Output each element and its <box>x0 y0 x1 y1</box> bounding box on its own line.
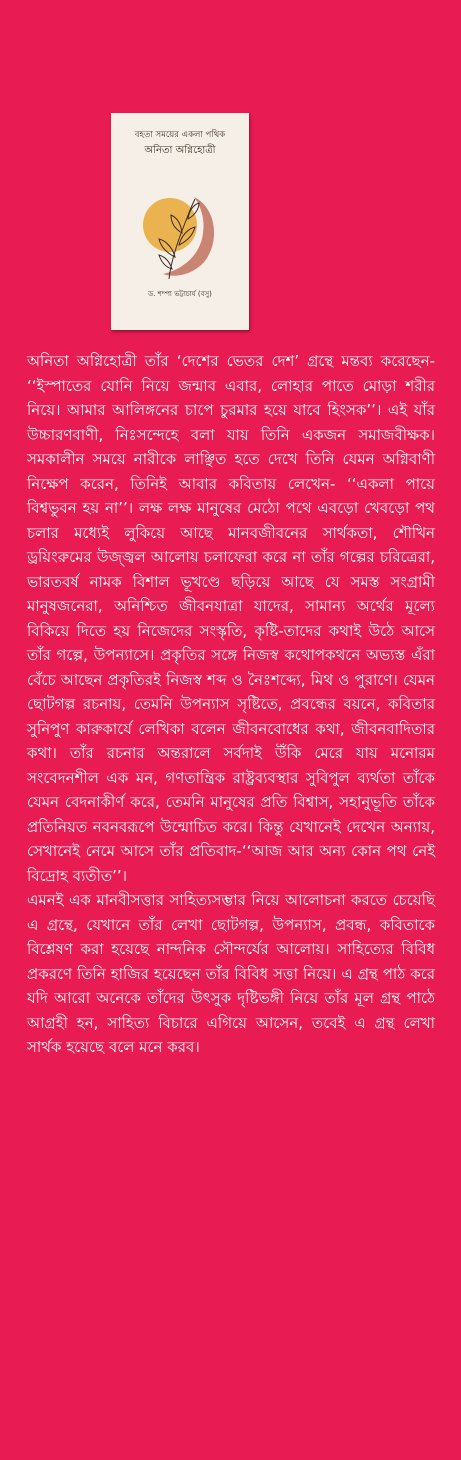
blurb-text <box>27 349 435 1060</box>
sun-circle-icon <box>143 198 197 252</box>
cover-writer-name: ড. শম্পা ভট্টাচার্য (বসু) <box>148 290 212 298</box>
blurb-paragraph-1: অনিতা অগ্নিহোত্রী তাঁর ‘দেশের ভেতর দেশ’ গ্রন্থে মন্তব্য করেছেন- ‘‘ইস্পাতের যোনি নিয়ে জন্মাব এবার, লোহার পাতে মোড়া শরীর নিয়ে। আমার আলিঙ্গনের চাপে চুরমার হয়ে যাবে হিংসক’’। এই যাঁর উচ্চারণবাণী, নিঃসন্দেহে বলা যায় তিনি একজন সমাজবীক্ষক। সমকালীন সময়ে নারীকে লাঞ্ছিত হতে দেখে তিনি যেমন অগ্নিবাণী নিক্ষেপ করেন, তিনিই আবার কবিতায় লেখেন- ‘‘একলা পায়ে বিশ্বভুবন হয় না’’। লক্ষ লক্ষ মানুষের মেঠো পথে এবড়ো খেবড়ো পথ চলার মধ্যেই লুকিয়ে আছে মানবজীবনের সার্থকতা, শৌখিন ড্রয়িংরুমের উজ্জ্বল আলোয় চলাফেরা করে না তাঁর গল্পের চরিত্রেরা, ভারতবর্ষ নামক বিশাল ভূখণ্ডে ছড়িয়ে আছে যে সমস্ত সংগ্রামী মানুষজনেরা, অনিশ্চিত জীবনযাত্রা যাদের, সামান্য অর্থের মূল্যে বিকিয়ে দিতে হয় নিজেদের সংস্কৃতি, কৃষ্টি-তাদের কথাই উঠে আসে তাঁর গল্পে, উপন্যাসে। প্রকৃতির সঙ্গে নিজস্ব কথোপকথনে অভ্যস্ত এঁরা বেঁচে আছেন প্রকৃতিরই নিজস্ব শব্দ ও নৈঃশব্দ্যে, মিথ ও পুরাণে। যেমন ছোটগল্প রচনায়, তেমনি উপন্যাস সৃষ্টিতে, প্রবন্ধের বয়নে, কবিতার সুনিপুণ কারুকার্যে লেখিকা বলেন জীবনবোধের কথা, জীবনবাদিতার কথা। তাঁর রচনার অন্তরালে সর্বদাই উঁকি মেরে যায় মনোরম সংবেদনশীল এক মন, গণতান্ত্রিক রাষ্ট্রব্যবস্থার সুবিপুল ব্যর্থতা তাঁকে যেমন বেদনাকীর্ণ করে, তেমনি মানুষের প্রতি বিশ্বাস, সহানুভূতি তাঁকে প্রতিনিয়ত নবনবরূপে উন্মোচিত করে। কিন্তু যেখানেই দেখেন অন্যায়, সেখানেই নেমে আসে তাঁর প্রতিবাদ-‘‘আজ আর অন্য কোন পথ নেই বিদ্রোহ ব্যতীত’’। <box>27 352 435 885</box>
blurb-paragraph-2: এমনই এক মানবীসত্তার সাহিত্যসম্ভার নিয়ে আলোচনা করতে চেয়েছি এ গ্রন্থে, যেখানে তাঁর লেখা ছোটগল্প, উপন্যাস, প্রবন্ধ, কবিতাকে বিশ্লেষণ করা হয়েছে নান্দনিক সৌন্দর্যের আলোয়। সাহিত্যের বিবিধ প্রকরণে তিনি হাজির হয়েছেন তাঁর বিবিধ সত্তা নিয়ে। এ গ্রন্থ পাঠ করে যদি আরো অনেকে তাঁদের উৎসুক দৃষ্টিভঙ্গী নিয়ে তাঁর মূল গ্রন্থ পাঠে আগ্রহী হন, সাহিত্য বিচারে এগিয়ে আসেন, তবেই এ গ্রন্থ লেখা সার্থক হয়েছে বলে মনে করব। <box>27 891 435 1056</box>
cover-author-name: অনিতা অগ্নিহোত্রী <box>144 145 216 156</box>
cover-illustration <box>111 161 249 301</box>
book-cover-thumbnail <box>111 113 249 330</box>
cover-title: বহতা সময়ের একলা পথিক <box>134 130 226 140</box>
